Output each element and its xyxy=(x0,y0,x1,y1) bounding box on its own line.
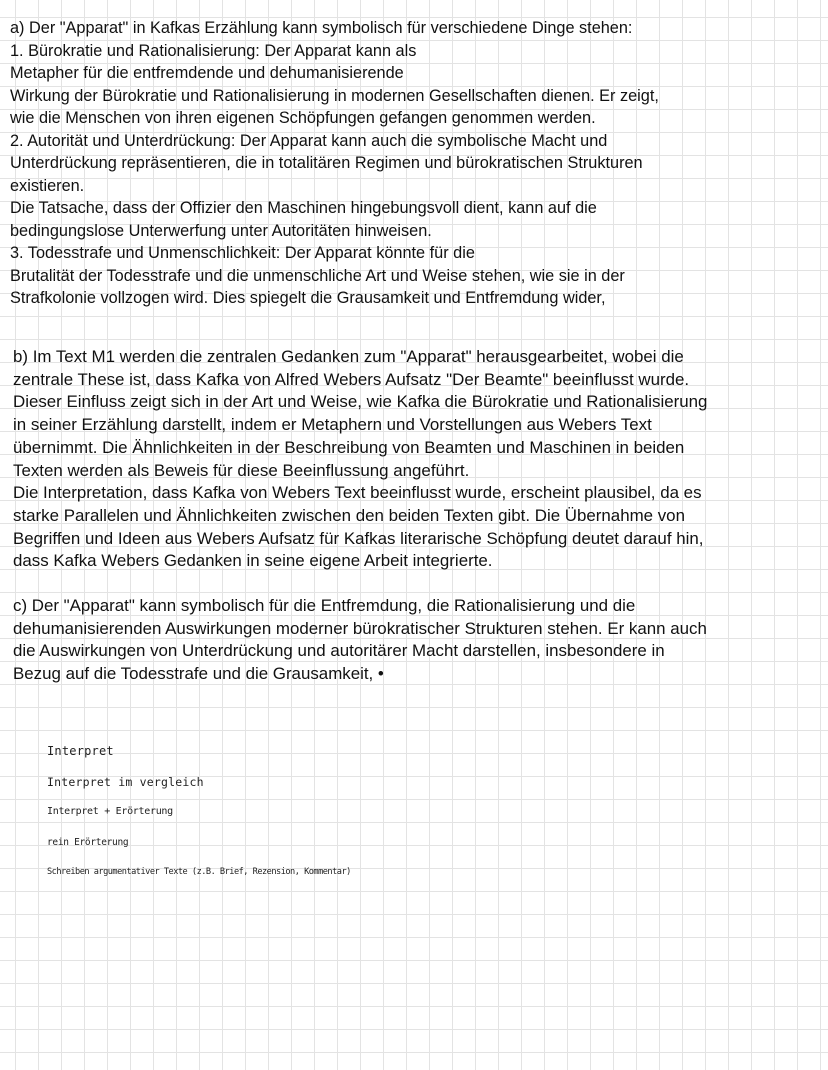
handwritten-note: Interpret xyxy=(47,744,114,758)
text-line: Die Interpretation, dass Kafka von Webers Text beeinflusst wurde, erscheint plausibel, da es xyxy=(13,483,702,503)
text-line: zentrale These ist, dass Kafka von Alfred Webers Aufsatz "Der Beamte" beeinflusst wurde. xyxy=(13,369,690,389)
text-line: existieren. xyxy=(10,176,85,195)
text-line: Bezug auf die Todesstrafe und die Grausamkeit, • xyxy=(13,664,384,684)
text-line: dehumanisierenden Auswirkungen moderner bürokratischer Strukturen stehen. Er kann auch xyxy=(13,618,707,638)
text-line: 1. Bürokratie und Rationalisierung: Der Apparat kann als xyxy=(10,41,417,60)
text-line: 2. Autorität und Unterdrückung: Der Apparat kann auch die symbolische Macht und xyxy=(10,131,608,150)
text-line: Texten werden als Beweis für diese Beeinflussung angeführt. xyxy=(13,460,470,480)
handwritten-note: Interpret + Erörterung xyxy=(47,806,173,817)
text-line: b) Im Text M1 werden die zentralen Gedanken zum "Apparat" herausgearbeitet, wobei die xyxy=(13,347,684,366)
text-line: Die Tatsache, dass der Offizier den Maschinen hingebungsvoll dient, kann auf die xyxy=(10,199,597,217)
text-line: wie die Menschen von ihren eigenen Schöpfungen gefangen genommen werden. xyxy=(10,109,596,127)
text-line: in seiner Erzählung darstellt, indem er Metaphern und Vorstellungen aus Webers Text xyxy=(13,415,652,435)
text-line: übernimmt. Die Ähnlichkeiten in der Beschreibung von Beamten und Maschinen in beiden xyxy=(13,437,685,457)
text-line: c) Der "Apparat" kann symbolisch für die Entfremdung, die Rationalisierung und die xyxy=(13,596,636,615)
text-line: die Auswirkungen von Unterdrückung und autoritärer Macht darstellen, insbesondere in xyxy=(13,641,665,661)
text-line: Strafkolonie vollzogen wird. Dies spiegelt die Grausamkeit und Entfremdung wider, xyxy=(10,289,606,307)
section-b xyxy=(13,346,707,573)
text-line: Brutalität der Todesstrafe und die unmenschliche Art und Weise stehen, wie sie in der xyxy=(10,266,625,285)
text-line: Unterdrückung repräsentieren, die in totalitären Regimen und bürokratischen Strukturen xyxy=(10,154,643,172)
handwritten-note: rein Erörterung xyxy=(47,837,129,848)
handwritten-note: Interpret im vergleich xyxy=(47,775,204,789)
text-line: Wirkung der Bürokratie und Rationalisierung in modernen Gesellschaften dienen. Er zeigt, xyxy=(10,86,659,105)
text-line: bedingungslose Unterwerfung unter Autoritäten hinweisen. xyxy=(10,221,432,240)
section-a xyxy=(10,17,659,310)
handwritten-note: Schreiben argumentativer Texte (z.B. Brief, Rezension, Kommentar) xyxy=(47,867,351,877)
section-c xyxy=(13,595,707,686)
text-line: dass Kafka Webers Gedanken in seine eigene Arbeit integrierte. xyxy=(13,551,493,571)
text-line: Begriffen und Ideen aus Webers Aufsatz für Kafkas literarische Schöpfung deutet darauf hin, xyxy=(13,528,704,548)
text-line: a) Der "Apparat" in Kafkas Erzählung kann symbolisch für verschiedene Dinge stehen: xyxy=(10,19,633,37)
text-line: 3. Todesstrafe und Unmenschlichkeit: Der Apparat könnte für die xyxy=(10,244,475,262)
text-line: starke Parallelen und Ähnlichkeiten zwischen den beiden Texten gibt. Die Übernahme von xyxy=(13,505,685,525)
text-line: Dieser Einfluss zeigt sich in der Art und Weise, wie Kafka die Bürokratie und Rationalisierung xyxy=(13,392,708,412)
text-line: Metapher für die entfremdende und dehumanisierende xyxy=(10,64,404,82)
